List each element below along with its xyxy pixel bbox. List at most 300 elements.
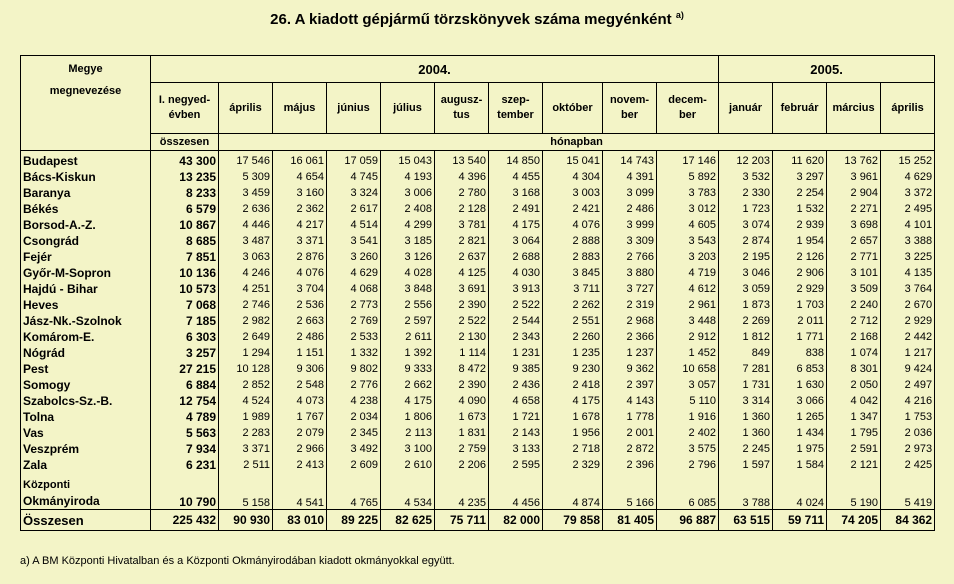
county-header [21,56,151,151]
month-value: 12 203 [719,151,773,170]
month-value: 2 036 [881,425,935,441]
q1-header [151,83,219,134]
month-value: 3 845 [543,265,603,281]
month-value: 2 746 [219,297,273,313]
month-value: 6 853 [773,361,827,377]
month-value: 3 160 [273,185,327,201]
month-value: 9 802 [327,361,381,377]
month-value: 3 961 [827,169,881,185]
month-value: 3 314 [719,393,773,409]
month-value: 1 753 [881,409,935,425]
month-value: 1 452 [657,345,719,361]
q1-header-line2: évben [168,109,201,121]
month-value: 4 446 [219,217,273,233]
month-value: 1 532 [773,201,827,217]
month-value: 2 780 [435,185,489,201]
month-value: 2 961 [657,297,719,313]
month-value: 2 966 [273,441,327,457]
month-value: 1 778 [603,409,657,425]
month-value: 3 532 [719,169,773,185]
month-value: 2 776 [327,377,381,393]
month-header [381,83,435,134]
month-value: 4 654 [273,169,327,185]
data-table [20,55,935,531]
month-value: 2 657 [827,233,881,249]
page-title [0,10,954,28]
month-value: 14 850 [489,151,543,170]
county-name: Hajdú - Bihar [21,281,151,297]
month-header-line1: július [393,101,422,114]
month-value: 2 254 [773,185,827,201]
month-value: 2 670 [881,297,935,313]
month-value: 15 041 [543,151,603,170]
month-value: 5 190 [827,473,881,510]
table-row [21,361,935,377]
month-value: 3 492 [327,441,381,457]
county-name: Bács-Kiskun [21,169,151,185]
table-row [21,233,935,249]
month-value: 3 371 [273,233,327,249]
table-row [21,249,935,265]
month-value: 2 773 [327,297,381,313]
month-value: 2 442 [881,329,935,345]
table-row [21,151,935,170]
month-value: 1 873 [719,297,773,313]
table-row [21,329,935,345]
month-header-line1: május [283,101,316,114]
month-header-line1: novem- [609,94,650,106]
month-value: 3 063 [219,249,273,265]
month-value: 2 595 [489,457,543,473]
month-value: 2 001 [603,425,657,441]
month-value: 4 765 [327,473,381,510]
month-value: 1 434 [773,425,827,441]
month-value: 2 536 [273,297,327,313]
month-value: 3 999 [603,217,657,233]
month-value: 4 658 [489,393,543,409]
month-value: 2 050 [827,377,881,393]
month-value: 4 090 [435,393,489,409]
month-value: 7 281 [719,361,773,377]
county-name: Somogy [21,377,151,393]
month-header [435,83,489,134]
month-value: 15 043 [381,151,435,170]
month-value: 89 225 [327,510,381,531]
month-value: 1 151 [273,345,327,361]
month-value: 3 781 [435,217,489,233]
month-value: 2 982 [219,313,273,329]
month-header [719,83,773,134]
month-value: 4 030 [489,265,543,281]
county-name: Szabolcs-Sz.-B. [21,393,151,409]
month-value: 4 719 [657,265,719,281]
month-value: 1 597 [719,457,773,473]
month-value: 1 678 [543,409,603,425]
month-value: 4 235 [435,473,489,510]
q1-total-value: 5 563 [151,425,219,441]
month-value: 82 625 [381,510,435,531]
month-value: 4 076 [543,217,603,233]
month-value: 2 551 [543,313,603,329]
month-value: 2 888 [543,233,603,249]
month-value: 2 262 [543,297,603,313]
month-value: 4 524 [219,393,273,409]
county-name: Borsod-A.-Z. [21,217,151,233]
month-value: 2 195 [719,249,773,265]
month-value: 3 324 [327,185,381,201]
month-value: 17 546 [219,151,273,170]
month-value: 2 366 [603,329,657,345]
month-value: 2 649 [219,329,273,345]
month-value: 2 591 [827,441,881,457]
month-value: 2 872 [603,441,657,457]
month-value: 4 238 [327,393,381,409]
month-value: 2 130 [435,329,489,345]
month-value: 2 421 [543,201,603,217]
table-row [21,185,935,201]
month-value: 1 074 [827,345,881,361]
q1-total-value: 7 934 [151,441,219,457]
county-name: Vas [21,425,151,441]
month-value: 4 534 [381,473,435,510]
month-value: 3 066 [773,393,827,409]
month-value: 17 146 [657,151,719,170]
month-value: 2 663 [273,313,327,329]
month-value: 2 245 [719,441,773,457]
table-row-total [21,510,935,531]
month-value: 2 904 [827,185,881,201]
month-value: 3 064 [489,233,543,249]
month-value: 4 612 [657,281,719,297]
month-value: 3 101 [827,265,881,281]
month-header-line1: október [552,101,593,114]
month-value: 2 906 [773,265,827,281]
month-value: 4 135 [881,265,935,281]
month-value: 96 887 [657,510,719,531]
q1-total-value: 43 300 [151,151,219,170]
month-value: 2 912 [657,329,719,345]
month-value: 2 662 [381,377,435,393]
q1-total-value: 8 685 [151,233,219,249]
month-value: 3 046 [719,265,773,281]
month-header [773,83,827,134]
q1-total-value: 10 790 [151,473,219,510]
month-value: 2 610 [381,457,435,473]
month-value: 4 101 [881,217,935,233]
month-value: 1 771 [773,329,827,345]
month-value: 2 491 [489,201,543,217]
month-value: 4 455 [489,169,543,185]
month-value: 3 509 [827,281,881,297]
month-value: 4 175 [489,217,543,233]
month-value: 3 575 [657,441,719,457]
month-value: 2 796 [657,457,719,473]
month-header-line1: április [891,101,924,114]
month-value: 1 703 [773,297,827,313]
q1-total-value: 10 867 [151,217,219,233]
month-value: 5 309 [219,169,273,185]
q1-total-value: 6 579 [151,201,219,217]
month-value: 2 968 [603,313,657,329]
q1-total-value: 4 789 [151,409,219,425]
month-value: 4 251 [219,281,273,297]
month-value: 1 806 [381,409,435,425]
month-value: 4 175 [381,393,435,409]
month-value: 2 283 [219,425,273,441]
month-header-line2: tember [497,109,534,121]
month-value: 2 425 [881,457,935,473]
month-value: 2 766 [603,249,657,265]
month-value: 2 544 [489,313,543,329]
month-value: 3 880 [603,265,657,281]
q1-total-value: 7 851 [151,249,219,265]
table-row [21,457,935,473]
month-value: 1 347 [827,409,881,425]
month-value: 2 495 [881,201,935,217]
month-value: 2 712 [827,313,881,329]
month-value: 1 795 [827,425,881,441]
month-value: 2 486 [273,329,327,345]
table-row [21,409,935,425]
county-name: Jász-Nk.-Szolnok [21,313,151,329]
month-value: 1 235 [543,345,603,361]
month-value: 74 205 [827,510,881,531]
month-header-line1: március [832,101,875,114]
county-name: Baranya [21,185,151,201]
month-value: 3 074 [719,217,773,233]
month-value: 838 [773,345,827,361]
month-value: 14 743 [603,151,657,170]
month-value: 2 486 [603,201,657,217]
month-value: 75 711 [435,510,489,531]
month-value: 3 541 [327,233,381,249]
county-name: Békés [21,201,151,217]
month-value: 3 260 [327,249,381,265]
month-value: 3 543 [657,233,719,249]
month-value: 2 548 [273,377,327,393]
month-value: 4 217 [273,217,327,233]
month-value: 2 852 [219,377,273,393]
month-value: 2 556 [381,297,435,313]
month-value: 3 788 [719,473,773,510]
q1-total-value: 7 068 [151,297,219,313]
month-value: 1 721 [489,409,543,425]
month-value: 4 076 [273,265,327,281]
month-value: 4 193 [381,169,435,185]
month-value: 2 522 [489,297,543,313]
table-row [21,345,935,361]
q1-total-header: összesen [151,134,219,151]
month-value: 3 309 [603,233,657,249]
county-name: Komárom-E. [21,329,151,345]
month-value: 9 424 [881,361,935,377]
month-value: 82 000 [489,510,543,531]
table-row [21,377,935,393]
month-header-line1: június [337,101,370,114]
month-value: 4 299 [381,217,435,233]
month-value: 3 698 [827,217,881,233]
table-row [21,441,935,457]
month-value: 2 260 [543,329,603,345]
month-value: 1 916 [657,409,719,425]
month-value: 4 073 [273,393,327,409]
month-value: 2 718 [543,441,603,457]
month-value: 3 168 [489,185,543,201]
county-name: Csongrád [21,233,151,249]
month-header [827,83,881,134]
q1-total-value: 6 303 [151,329,219,345]
month-value: 1 723 [719,201,773,217]
month-value: 83 010 [273,510,327,531]
month-value: 3 003 [543,185,603,201]
month-value: 2 168 [827,329,881,345]
month-value: 3 913 [489,281,543,297]
q1-total-value: 6 884 [151,377,219,393]
month-header-line1: február [780,101,819,114]
county-header-line2: megnevezése [49,85,122,97]
month-value: 3 459 [219,185,273,201]
month-header-line1: augusz- [440,94,483,106]
month-header-line2: tus [453,109,470,121]
month-value: 15 252 [881,151,935,170]
month-value: 3 848 [381,281,435,297]
month-value: 4 042 [827,393,881,409]
month-value: 2 611 [381,329,435,345]
month-value: 1 231 [489,345,543,361]
month-value: 1 584 [773,457,827,473]
month-value: 3 057 [657,377,719,393]
month-value: 3 691 [435,281,489,297]
month-value: 63 515 [719,510,773,531]
county-name: Pest [21,361,151,377]
county-name: Tolna [21,409,151,425]
month-header [881,83,935,134]
month-value: 2 413 [273,457,327,473]
month-value: 2 609 [327,457,381,473]
month-value: 4 175 [543,393,603,409]
month-header [657,83,719,134]
month-value: 3 185 [381,233,435,249]
month-value: 4 541 [273,473,327,510]
month-value: 10 658 [657,361,719,377]
month-value: 1 989 [219,409,273,425]
month-value: 2 497 [881,377,935,393]
month-value: 3 297 [773,169,827,185]
month-value: 2 688 [489,249,543,265]
month-value: 2 408 [381,201,435,217]
month-value: 2 929 [881,313,935,329]
month-value: 1 217 [881,345,935,361]
month-header [273,83,327,134]
month-value: 1 975 [773,441,827,457]
month-value: 9 306 [273,361,327,377]
month-value: 2 206 [435,457,489,473]
month-header [489,83,543,134]
month-value: 4 125 [435,265,489,281]
month-value: 1 956 [543,425,603,441]
month-value: 4 391 [603,169,657,185]
month-value: 2 362 [273,201,327,217]
county-name: Nógrád [21,345,151,361]
month-value: 1 237 [603,345,657,361]
month-value: 1 954 [773,233,827,249]
month-value: 5 158 [219,473,273,510]
monthly-header: hónapban [219,134,935,151]
month-value: 8 301 [827,361,881,377]
month-value: 3 126 [381,249,435,265]
month-value: 1 767 [273,409,327,425]
month-value: 2 418 [543,377,603,393]
month-value: 4 605 [657,217,719,233]
month-header-line2: ber [620,109,639,121]
month-value: 4 216 [881,393,935,409]
month-value: 2 240 [827,297,881,313]
month-value: 1 392 [381,345,435,361]
month-value: 2 329 [543,457,603,473]
month-value: 2 883 [543,249,603,265]
q1-total-value: 12 754 [151,393,219,409]
table-row [21,217,935,233]
month-value: 5 110 [657,393,719,409]
month-value: 2 874 [719,233,773,249]
month-value: 2 769 [327,313,381,329]
month-value: 90 930 [219,510,273,531]
okm-name-line2: Okmányiroda [23,494,100,508]
month-value: 13 762 [827,151,881,170]
month-value: 13 540 [435,151,489,170]
month-header [543,83,603,134]
year-2005-header: 2005. [719,56,935,83]
month-value: 3 372 [881,185,935,201]
month-value: 8 472 [435,361,489,377]
month-value: 2 390 [435,297,489,313]
month-value: 2 343 [489,329,543,345]
month-value: 4 068 [327,281,381,297]
month-header [603,83,657,134]
month-value: 9 230 [543,361,603,377]
month-value: 4 304 [543,169,603,185]
month-value: 3 133 [489,441,543,457]
table-row [21,297,935,313]
month-header [219,83,273,134]
month-value: 1 673 [435,409,489,425]
month-value: 3 371 [219,441,273,457]
month-value: 2 269 [719,313,773,329]
title-text: 26. A kiadott gépjármű törzskönyvek száma megyénként [270,11,672,28]
month-value: 3 059 [719,281,773,297]
county-name: Zala [21,457,151,473]
county-name: Heves [21,297,151,313]
q1-total-value: 10 573 [151,281,219,297]
month-value: 2 011 [773,313,827,329]
month-value: 2 821 [435,233,489,249]
month-value: 2 617 [327,201,381,217]
year-2004-header: 2004. [151,56,719,83]
month-value: 2 636 [219,201,273,217]
month-value: 5 419 [881,473,935,510]
month-value: 2 271 [827,201,881,217]
month-value: 2 397 [603,377,657,393]
month-value: 17 059 [327,151,381,170]
month-value: 2 759 [435,441,489,457]
month-value: 2 128 [435,201,489,217]
county-name: Veszprém [21,441,151,457]
month-value: 4 456 [489,473,543,510]
q1-total-value: 6 231 [151,457,219,473]
month-value: 2 126 [773,249,827,265]
q1-total-value: 3 257 [151,345,219,361]
month-value: 3 727 [603,281,657,297]
